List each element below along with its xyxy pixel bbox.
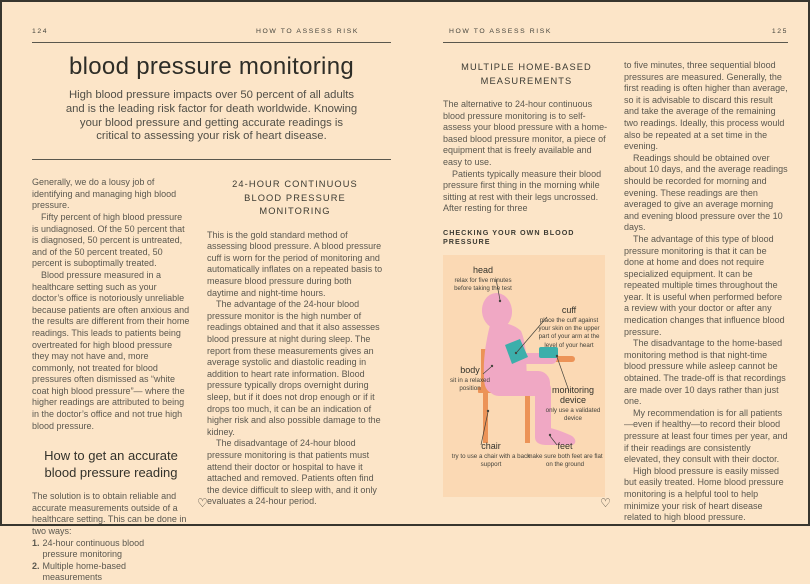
list-number: 2. xyxy=(32,560,40,571)
figure-label-chair xyxy=(449,441,533,469)
running-head: HOW TO ASSESS RISK xyxy=(449,28,552,35)
list-number: 1. xyxy=(32,537,40,548)
figure-label-feet xyxy=(527,441,603,469)
blood-pressure-figure xyxy=(443,255,605,497)
figure-term: monitoring device xyxy=(551,384,595,405)
paragraph: The alternative to 24-hour continuous blood pressure monitoring is to self-assess your blood pressure with a home-based blood pressure monitor, a piece of equipment that is freely available and easy to use. xyxy=(443,99,608,167)
paragraph: This is the gold standard method of assessing blood pressure. A blood pressure cuff is worn for the period of monitoring and automatically inflates on a repeated basis to measure blood pressure during both daytime and night-time hours. xyxy=(207,229,383,298)
paragraph: The advantage of the 24-hour blood pressure monitor is the high number of readings obtained and that it also assesses blood pressure at night during sleep. The report from these measurements gives an average systolic and diastolic reading in addition to heart rate information. Blood pressure typically drops overnight during sleep, but if it does not drop enough or if it drops too much, it can be an indication of higher risk and also possible damage to the kidney. xyxy=(207,299,381,437)
chapter-intro: High blood pressure impacts over 50 percent of all adults and is the leading risk factor for death worldwide. Knowing your blood pressure and getting accurate readings is critical to assessing your risk of heart disease. xyxy=(65,89,358,143)
heart-outline-icon: ♡ xyxy=(197,496,208,510)
figure-label-head xyxy=(451,265,515,293)
list-text: Multiple home-based measurements xyxy=(42,560,127,583)
right-page-column-1 xyxy=(443,60,610,524)
left-page-column-2 xyxy=(207,177,383,584)
paragraph: to five minutes, three sequential blood pressures are measured. Generally, the first reading is often higher than average, so it is advisable to discard this result and take the average of the remaining two readings. Ideally, this process would also be repeated at a set time in the evening. xyxy=(624,60,788,152)
paragraph: My recommendation is for all patients—even if healthy—to record their blood pressure at least four times per year, and if their readings are consistently elevated, they consult with their doctor. xyxy=(624,407,788,465)
running-head: HOW TO ASSESS RISK xyxy=(256,28,359,35)
figure-term: body xyxy=(460,364,480,375)
list-item xyxy=(32,538,190,561)
paragraph: Blood pressure measured in a healthcare setting such as your doctor’s office is notoriously unreliable because patients are often anxious and the results are different from their home readings. This leads to patients being overtreated for high blood pressure they may not have and, more commonly, not treated for blood pressures often dismissed as “white coat high blood pressure”— where the higher readings are attributed to being in the doctor’s office and not true high blood pressure. xyxy=(32,269,190,431)
figure-label-body xyxy=(445,365,495,393)
page-left xyxy=(2,2,403,583)
figure-term: cuff xyxy=(561,304,577,315)
page-right xyxy=(403,2,808,524)
figure-term: chair xyxy=(481,440,501,451)
paragraph: Patients typically measure their blood pressure first thing in the morning while sitting at rest with their legs uncrossed. After resting for three xyxy=(443,168,602,214)
subsection-heading: How to get an accurate blood pressure reading xyxy=(44,448,178,480)
list-text: 24-hour continuous blood pressure monitoring xyxy=(42,537,145,560)
figure-note: sit in a relaxed position xyxy=(450,376,490,393)
figure-label-cuff xyxy=(537,305,601,350)
figure-caption-label: CHECKING YOUR OWN BLOOD PRESSURE xyxy=(443,227,575,246)
right-page-columns xyxy=(443,60,788,524)
paragraph: The advantage of this type of blood pressure monitoring is that it can be done at home and does not require specialized equipment. It can be repeated multiple times throughout the year. It is useful when performed before a review with your doctor or after any medication changes that influence blood pressure. xyxy=(624,233,785,337)
figure-label-monitoring-device xyxy=(543,385,603,423)
list-item xyxy=(32,561,190,584)
page-number: 125 xyxy=(771,28,788,35)
page-header-right xyxy=(443,28,788,43)
page-header-left xyxy=(32,28,391,43)
section-heading: 24-HOUR CONTINUOUS BLOOD PRESSURE MONITORING xyxy=(232,179,358,217)
paragraph: Fifty percent of high blood pressure is undiagnosed. Of the 50 percent that is diagnosed, 50 percent is untreated, and of the 50 percent treated, 50 percent is suboptimally treated. xyxy=(32,211,185,269)
left-page-columns xyxy=(32,177,391,584)
chapter-title: blood pressure monitoring xyxy=(69,53,354,80)
title-block xyxy=(32,43,391,160)
figure-note: make sure both feet are flat on the ground xyxy=(527,452,603,469)
section-heading: MULTIPLE HOME-BASED MEASUREMENTS xyxy=(461,62,592,86)
figure-note: only use a validated device xyxy=(545,406,601,423)
paragraph: High blood pressure is easily missed but easily treated. Home blood pressure monitoring is a helpful tool to help minimize your risk of heart disease related to high blood pressure. xyxy=(624,465,784,523)
figure-term: head xyxy=(472,264,494,275)
page-number: 124 xyxy=(32,28,49,35)
numbered-list xyxy=(32,538,190,584)
figure-note: relax for five minutes before taking the test xyxy=(454,276,512,293)
figure-note: place the cuff against your skin on the upper part of your arm at the level of your heart xyxy=(538,316,600,349)
paragraph: The disadvantage to the home-based monitoring method is that night-time blood pressure while asleep cannot be obtained. The trade-off is that recordings are made over 10 days rather than just one. xyxy=(624,338,786,407)
left-page-column-1 xyxy=(32,177,190,584)
paragraph: Generally, we do a lousy job of identifying and managing high blood pressure. xyxy=(32,177,177,211)
paragraph: The disadvantage of 24-hour blood pressure monitoring is that patients must attend their doctor or hospital to have it attached and removed. Patients often find the device difficult to sleep with, and it only evaluates a 24-hour period. xyxy=(207,438,377,507)
heart-outline-icon: ♡ xyxy=(600,496,611,510)
figure-note: try to use a chair with a back support xyxy=(451,452,531,469)
right-page-column-2 xyxy=(624,60,788,524)
paragraph: The solution is to obtain reliable and accurate measurements outside of a healthcare setting. This can be done in two ways: xyxy=(32,491,187,537)
figure-term: feet xyxy=(557,440,573,451)
paragraph: Readings should be obtained over about 10 days, and the average readings should be recorded for morning and evening. These readings are then averaged to give an average morning and evening blood pressure over the 10 days. xyxy=(624,152,788,233)
